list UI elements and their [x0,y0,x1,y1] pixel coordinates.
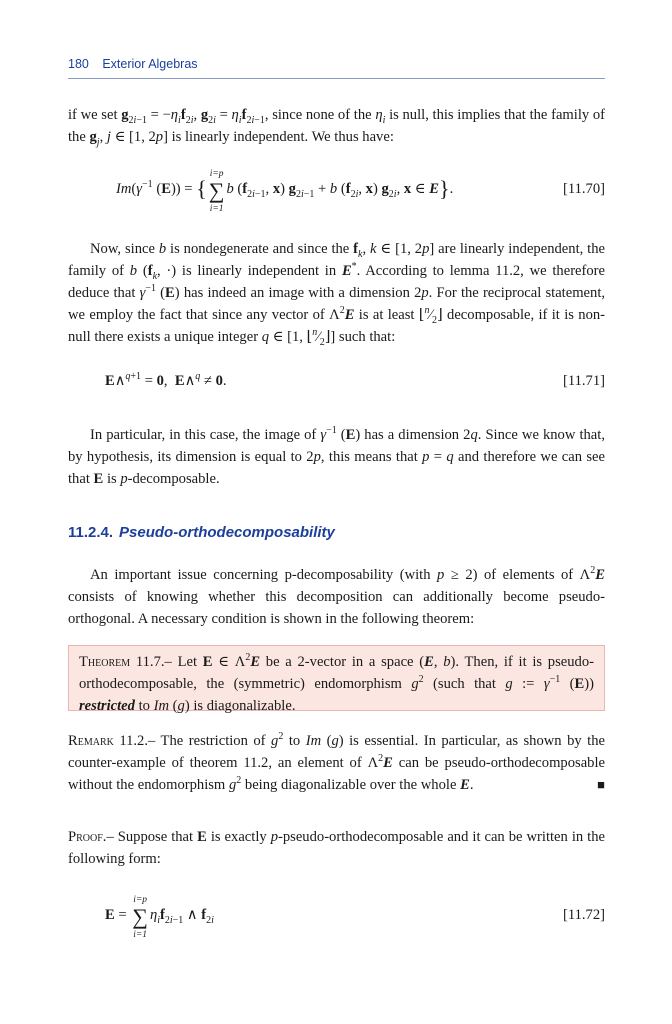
page-number: 180 [68,57,89,71]
section-number: 11.2.4. [68,524,114,541]
paragraph-3: In particular, in this case, the image of $\gamma^{-1}$ (E) has a dimension 2q. Since we know that, by hypothesis, its dimension is equal to 2p, this means that p = q and therefore we can see that E is p-decomposable. [68,425,605,487]
theorem-text: Theorem 11.7.– Let E ∈ $\Lambda^2E$ be a 2-vector in a space (E, b). Then, if it is pseudo-orthodecomposable, the (symmetric) endomorphism $g^2$ (such that g := $\gamma^{-1}$ (E)) restricted to Im (g) is diagonalizable. [79,652,595,714]
equation-11-71: E∧$^{q+1}$ = 0, E∧$^q$ ≠ 0. [11.71] [68,368,605,394]
equation-number: [11.70] [562,181,605,197]
end-of-remark-mark: ■ [597,777,605,792]
paragraph-2: Now, since b is nondegenerate and since the $f_k$, k ∈ [1, 2p] are linearly independent, the family of b ($f_k$, ·) is linearly independent in E*. According to lemma 11.2, we therefore deduce that $\gamma^{-1}$ (E) has indeed an image with a dimension 2p. For the reciprocal statement, we employ the fact that since any vector of $\Lambda^2E$ is at least $⌊^n⁄_2⌋$ decomposable, if it is non-null there exists a unique integer q ∈ [1, $⌊^n⁄_2⌋$] such that: [68,241,606,348]
paragraph-4: An important issue concerning p-decomposability (with p ≥ 2) of elements of $\Lambda^2E$ consists of knowing whether this decomposition can additionally become pseudo-orthogonal. A necessary condition is shown in the following theorem: [68,565,605,627]
theorem-box [68,645,605,714]
equation-number: [11.71] [562,373,605,389]
running-header [68,57,198,71]
remark: Remark 11.2.– The restriction of $g^2$ to Im (g) is essential. In particular, as shown by the counter-example of theorem 11.2, an element of $\Lambda^2E$ can be pseudo-orthodecomposable without the endomorphism $g^2$ being diagonalizable over the whole E. ■ [68,730,605,796]
running-title: Exterior Algebras [102,57,198,71]
proof-paragraph: Proof.– Suppose that E is exactly p-pseudo-orthodecomposable and it can be written in the following form: [68,829,605,867]
equation-11-72: E = ∑ i=p i=1 $\eta_if_{2i-1}$ ∧ $f_{2i}$ [11.72] [105,895,605,940]
section-title: Pseudo-orthodecomposability [119,524,335,541]
header-rule [68,78,605,79]
equation-11-70: $Im(\gamma^{-1}$ (E)) = {∑ i=p i=1 b ($f_{2i-1}$, x) $g_{2i-1} + b$ ($f_{2i}$, x) $g_{2i}$, x ∈ E}. [11.70] [116,169,605,214]
section-heading [68,524,335,541]
equation-number: [11.72] [562,907,605,923]
paragraph-1: if we set $g_{2i-1} = -\eta_if_{2i}$, $g_{2i} = \eta_if_{2i-1}$, since none of the $\eta_i$ is null, this implies that the family of the $g_j$, j ∈ [1, 2p] is linearly independent. We thus have: [68,107,606,148]
